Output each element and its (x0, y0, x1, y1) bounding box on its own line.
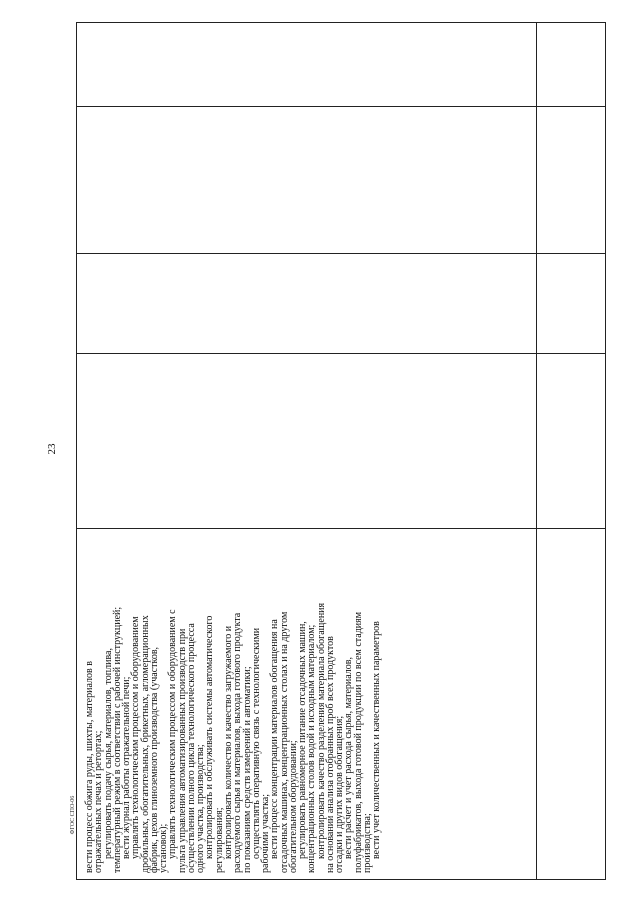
text-line: контролировать и обслуживать системы автоматического (204, 615, 216, 859)
text-line: полуфабрикатов, выхода готовой продукции по всем стадиям (352, 611, 364, 873)
text-line: расходуемого сырья и материалов, выхода готового продукта (232, 612, 244, 873)
text-line: контролировать качество разделения материала обогащения (315, 602, 327, 859)
row-divider (77, 353, 605, 354)
text-line: вести расчет и учет расхода сырья, материалов, (343, 657, 355, 859)
text-line: отражательных печах и ретортах; (93, 730, 105, 873)
competency-table (76, 22, 606, 880)
text-line: температурный режим в соответствии с рабочей инструкцией; (111, 606, 123, 873)
text-line: обогатительном оборудовании; (287, 740, 299, 873)
text-line: отсадки и других видов обогащения; (334, 715, 346, 873)
row-divider (77, 106, 605, 107)
text-line: регулировать равномерное питание отсадочных машин, (297, 621, 309, 859)
column-divider (536, 23, 537, 879)
text-line: вести процесс концентрации материалов обогащения на (269, 619, 281, 859)
text-line: на основании анализа отобранных проб всех продуктов (324, 636, 336, 873)
competency-cell (77, 528, 536, 879)
text-line: концентрационных столов водой и исходным материалом; (306, 624, 318, 873)
text-line: рабочими участка; (260, 793, 272, 873)
text-line: производства; (361, 813, 373, 873)
text-line: осуществлении полного цикла технологического процесса (185, 623, 197, 873)
text-line: регулировать подачу сырья, материалов, топлива, (102, 648, 114, 859)
text-line: по показаниям средств измерений и автоматики; (241, 666, 253, 873)
text-line: осуществлять оперативную связь с технологическими (250, 627, 262, 859)
text-line: одного участка, производства; (195, 744, 207, 873)
document-code: ФГОС СПО-06 (70, 795, 76, 835)
text-line: пульта управления автоматизированных производств при (176, 628, 188, 873)
text-line: контролировать количество и качество загружаемого и (222, 625, 234, 859)
text-line: вести процесс обжига руды, шихты, материалов в (84, 661, 95, 873)
row-divider (77, 253, 605, 254)
text-line: управлять технологическим процессом и оборудованием (130, 616, 142, 859)
text-line: установок); (158, 823, 170, 873)
text-line: дробильных, обогатительных, брикетных, агломерационных (139, 615, 151, 873)
text-line: вести журнал работы отражательной печи; (121, 676, 133, 859)
text-line: вести учет количественных и качественных параметров (371, 621, 383, 859)
text-line: управлять технологическим процессом и оборудованием с (167, 609, 179, 859)
text-line: отсадочных машинах, концентрационных столах и на другом (278, 611, 290, 873)
page-number: 23 (46, 443, 58, 455)
text-line: фабрик, цехов глиноземного производства (участков, (148, 646, 160, 873)
competency-text (85, 533, 382, 873)
text-line: регулирования; (213, 807, 225, 873)
